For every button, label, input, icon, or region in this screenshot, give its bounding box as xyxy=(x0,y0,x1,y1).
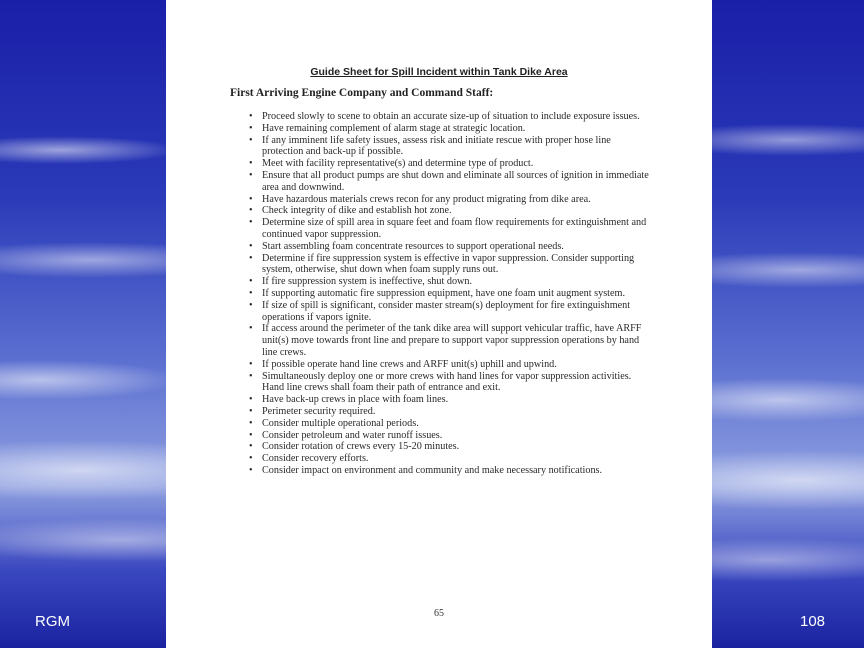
list-item-text: Consider petroleum and water runoff issues. xyxy=(262,429,443,441)
list-item-text: Determine if fire suppression system is effective in vapor suppression. Consider supporting system, otherwise, shut down when foam supply runs out. xyxy=(262,252,635,276)
list-item-text: If access around the perimeter of the tank dike area will support vehicular traffic, have ARFF unit(s) move towards front line and prepare to support vapor suppression operations by hand line crews. xyxy=(262,323,642,358)
bullet-icon: • xyxy=(249,441,253,453)
list-item-text: Meet with facility representative(s) and determine type of product. xyxy=(262,158,534,170)
slide-number: 108 xyxy=(800,613,826,630)
list-item xyxy=(249,299,654,324)
bullet-icon: • xyxy=(249,276,253,288)
list-item xyxy=(249,417,654,430)
bullet-icon: • xyxy=(249,299,253,311)
list-item xyxy=(249,134,654,159)
list-item-text: If possible operate hand line crews and ARFF unit(s) uphill and upwind. xyxy=(262,358,557,370)
list-item xyxy=(249,441,654,453)
bullet-icon: • xyxy=(249,169,253,181)
list-item xyxy=(249,405,654,418)
list-item xyxy=(249,111,654,123)
page-number: 65 xyxy=(434,608,444,619)
bullet-icon: • xyxy=(249,429,253,441)
bullet-icon: • xyxy=(249,417,253,429)
list-item xyxy=(249,429,654,442)
list-item-text: Determine size of spill area in square feet and foam flow requirements for extinguishment and continued vapor suppression. xyxy=(262,217,647,240)
list-item xyxy=(249,453,654,465)
bullet-icon: • xyxy=(249,134,253,146)
list-item-text: Check integrity of dike and establish hot zone. xyxy=(262,205,452,217)
bullet-icon: • xyxy=(249,252,253,264)
list-item-text: Consider multiple operational periods. xyxy=(262,417,419,429)
list-item xyxy=(249,323,654,358)
list-item xyxy=(249,217,654,241)
bullet-icon: • xyxy=(249,323,253,335)
list-item-text: If supporting automatic fire suppression equipment, have one foam unit augment system. xyxy=(262,287,625,299)
list-item-text: If any imminent life safety issues, assess risk and initiate rescue with proper hose line protection and back-up if possible. xyxy=(262,134,611,158)
bullet-icon: • xyxy=(249,405,253,417)
list-item-text: Have remaining complement of alarm stage at strategic location. xyxy=(262,122,526,134)
list-item-text: Consider rotation of crews every 15-20 minutes. xyxy=(262,441,460,453)
list-item-text: Simultaneously deploy one or more crews with hand lines for vapor suppression activities. Hand line crews shall foam their path of entrance and exit. xyxy=(262,370,632,394)
bullet-icon: • xyxy=(249,394,253,406)
list-item xyxy=(249,464,654,477)
footer-label: RGM xyxy=(35,613,70,630)
list-item-text: If size of spill is significant, consider master stream(s) deployment for fire extinguishment operations if vapors ignite. xyxy=(262,299,631,323)
bullet-icon: • xyxy=(249,193,253,205)
list-item xyxy=(249,240,654,253)
list-item-text: Consider recovery efforts. xyxy=(262,453,369,465)
list-item xyxy=(249,358,654,371)
list-item xyxy=(249,252,654,277)
list-item-text: Consider impact on environment and community and make necessary notifications. xyxy=(262,464,603,476)
list-item xyxy=(249,158,654,170)
list-item xyxy=(249,394,654,406)
bullet-icon: • xyxy=(249,453,253,465)
bullet-icon: • xyxy=(249,464,253,476)
list-item-text: Start assembling foam concentrate resources to support operational needs. xyxy=(262,240,564,252)
list-item xyxy=(249,287,654,300)
list-item-text: Have back-up crews in place with foam lines. xyxy=(262,394,449,406)
bullet-icon: • xyxy=(249,205,253,217)
list-item-text: If fire suppression system is ineffective, shut down. xyxy=(262,276,473,288)
list-item xyxy=(249,169,654,194)
list-item-text: Have hazardous materials crews recon for any product migrating from dike area. xyxy=(262,193,591,205)
list-item-text: Proceed slowly to scene to obtain an accurate size-up of situation to include exposure issues. xyxy=(262,111,640,122)
document-title: Guide Sheet for Spill Incident within Tank Dike Area xyxy=(310,66,568,78)
list-item-text: Perimeter security required. xyxy=(262,405,376,417)
list-item xyxy=(249,205,654,217)
guide-list xyxy=(249,111,654,477)
bullet-icon: • xyxy=(249,240,253,252)
list-item xyxy=(249,276,654,288)
list-item xyxy=(249,193,654,206)
bullet-icon: • xyxy=(249,217,253,229)
document-page xyxy=(166,0,712,648)
bullet-icon: • xyxy=(249,122,253,134)
bullet-icon: • xyxy=(249,358,253,370)
list-item xyxy=(249,122,654,135)
bullet-icon: • xyxy=(249,287,253,299)
section-heading: First Arriving Engine Company and Command Staff: xyxy=(230,87,494,99)
list-item-text: Ensure that all product pumps are shut down and eliminate all sources of ignition in immediate area and downwind. xyxy=(262,169,649,193)
bullet-icon: • xyxy=(249,370,253,382)
bullet-icon: • xyxy=(249,111,253,122)
bullet-icon: • xyxy=(249,158,253,170)
list-item xyxy=(249,370,654,395)
